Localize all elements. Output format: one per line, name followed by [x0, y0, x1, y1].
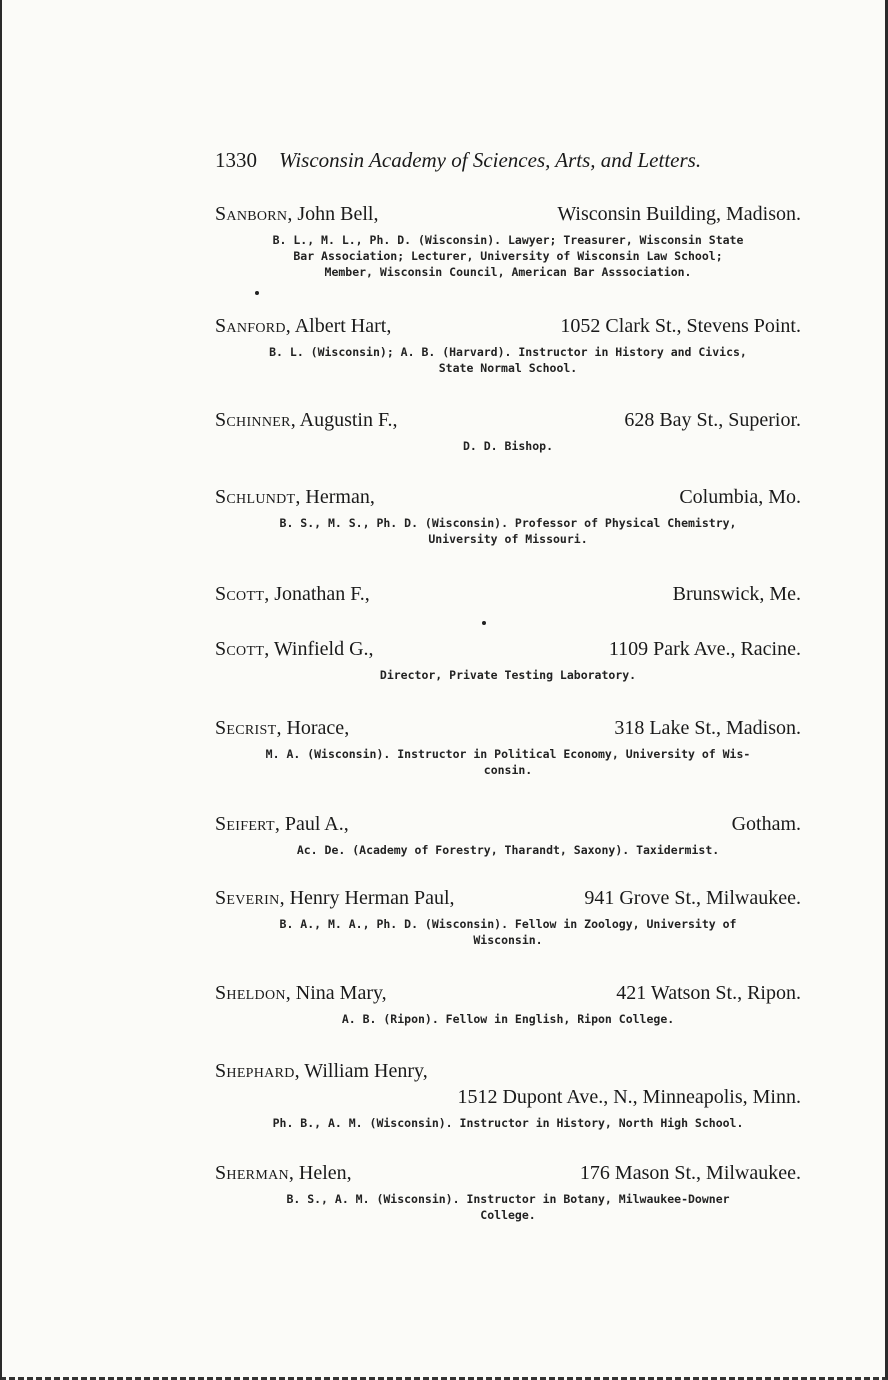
description-line: B. A., M. A., Ph. D. (Wisconsin). Fellow in Zoology, University of	[279, 917, 737, 931]
description-line: D. D. Bishop.	[462, 439, 553, 453]
member-surname: Sherman	[215, 1162, 289, 1184]
description-line: consin.	[483, 763, 533, 777]
member-address: 1052 Clark St., Stevens Point.	[560, 315, 801, 337]
member-surname: Scott	[215, 583, 265, 605]
description-line: Ph. B., A. M. (Wisconsin). Instructor in History, North High School.	[272, 1116, 744, 1130]
entry-heading	[215, 201, 801, 227]
member-surname: Sanborn	[215, 203, 288, 225]
print-speck	[482, 621, 486, 625]
description-line: Member, Wisconsin Council, American Bar Asssociation.	[324, 265, 692, 279]
member-address: Brunswick, Me.	[672, 583, 801, 605]
entry-heading	[215, 581, 801, 607]
description-line: Bar Association; Lecturer, University of Wisconsin Law School;	[293, 249, 723, 263]
member-address: 421 Watson St., Ripon.	[616, 982, 801, 1004]
member-surname: Severin	[215, 887, 280, 909]
entry-heading	[215, 484, 801, 510]
description-line: Wisconsin.	[473, 933, 543, 947]
member-entry	[215, 636, 801, 683]
member-entry	[215, 715, 801, 778]
member-entry	[215, 484, 801, 547]
member-address: 941 Grove St., Milwaukee.	[584, 887, 801, 909]
member-description	[215, 916, 801, 948]
member-given-name: , Augustin F.,	[290, 409, 398, 431]
member-surname: Scott	[215, 638, 265, 660]
member-name	[215, 636, 374, 662]
member-description	[215, 438, 801, 454]
description-line: University of Missouri.	[428, 532, 588, 546]
member-description	[215, 842, 801, 858]
member-description	[215, 746, 801, 778]
member-given-name: , William Henry,	[294, 1060, 428, 1082]
member-entry	[215, 1058, 801, 1131]
member-surname: Shephard	[215, 1060, 295, 1082]
member-surname: Sheldon	[215, 982, 286, 1004]
description-line: B. L. (Wisconsin); A. B. (Harvard). Instructor in History and Civics,	[269, 345, 747, 359]
description-line: Ac. De. (Academy of Forestry, Tharandt, Saxony). Taxidermist.	[296, 843, 720, 857]
member-description	[215, 1011, 801, 1027]
member-name	[215, 1058, 428, 1084]
member-entry	[215, 1160, 801, 1223]
member-description	[215, 1191, 801, 1223]
entry-heading	[215, 313, 801, 339]
page-number: 1330	[215, 148, 257, 172]
entry-heading	[215, 811, 801, 837]
member-address: Columbia, Mo.	[679, 486, 801, 508]
member-given-name: , Helen,	[288, 1162, 352, 1184]
description-line: A. B. (Ripon). Fellow in English, Ripon College.	[341, 1012, 675, 1026]
entry-heading	[215, 715, 801, 741]
member-given-name: , Herman,	[295, 486, 375, 508]
entry-heading	[215, 885, 801, 911]
member-description	[215, 1115, 801, 1131]
member-given-name: , Winfield G.,	[264, 638, 374, 660]
member-entry	[215, 980, 801, 1027]
description-line: B. S., M. S., Ph. D. (Wisconsin). Professor of Physical Chemistry,	[279, 516, 737, 530]
member-address: Wisconsin Building, Madison.	[557, 203, 801, 225]
member-surname: Sanford	[215, 315, 286, 337]
entry-heading	[215, 1058, 801, 1084]
print-speck	[255, 291, 259, 295]
member-name	[215, 1160, 352, 1186]
entry-heading	[215, 980, 801, 1006]
member-name	[215, 885, 455, 911]
entry-address-line	[215, 1084, 801, 1110]
member-entry	[215, 581, 801, 607]
member-entry	[215, 885, 801, 948]
member-name	[215, 980, 387, 1006]
member-surname: Schlundt	[215, 486, 296, 508]
member-given-name: , Paul A.,	[274, 813, 349, 835]
member-entry	[215, 313, 801, 376]
member-description	[215, 515, 801, 547]
entry-heading	[215, 407, 801, 433]
member-description	[215, 232, 801, 280]
description-line: Director, Private Testing Laboratory.	[379, 668, 637, 682]
member-given-name: , Nina Mary,	[285, 982, 387, 1004]
member-given-name: , Horace,	[276, 717, 350, 739]
member-name	[215, 811, 349, 837]
member-name	[215, 715, 349, 741]
page-header	[215, 148, 805, 173]
description-line: State Normal School.	[438, 361, 578, 375]
member-surname: Secrist	[215, 717, 277, 739]
member-entry	[215, 201, 801, 280]
member-given-name: , Jonathan F.,	[264, 583, 370, 605]
journal-title: Wisconsin Academy of Sciences, Arts, and Letters.	[279, 148, 702, 172]
member-name	[215, 407, 398, 433]
entry-heading	[215, 636, 801, 662]
member-address: 318 Lake St., Madison.	[614, 717, 801, 739]
member-name	[215, 201, 378, 227]
member-address: 1512 Dupont Ave., N., Minneapolis, Minn.	[457, 1086, 801, 1108]
member-given-name: , Henry Herman Paul,	[279, 887, 455, 909]
member-entry	[215, 407, 801, 454]
member-name	[215, 581, 370, 607]
member-address: 1109 Park Ave., Racine.	[608, 638, 801, 660]
member-description	[215, 344, 801, 376]
member-description	[215, 667, 801, 683]
member-address: 628 Bay St., Superior.	[624, 409, 801, 431]
member-name	[215, 313, 391, 339]
description-line: M. A. (Wisconsin). Instructor in Political Economy, University of Wis-	[265, 747, 751, 761]
description-line: College.	[480, 1208, 536, 1222]
member-address: Gotham.	[731, 813, 801, 835]
description-line: B. S., A. M. (Wisconsin). Instructor in Botany, Milwaukee-Downer	[286, 1192, 730, 1206]
member-given-name: , Albert Hart,	[285, 315, 392, 337]
member-given-name: , John Bell,	[287, 203, 379, 225]
description-line: B. L., M. L., Ph. D. (Wisconsin). Lawyer; Treasurer, Wisconsin State	[272, 233, 744, 247]
member-surname: Schinner	[215, 409, 291, 431]
member-address: 176 Mason St., Milwaukee.	[579, 1162, 801, 1184]
member-surname: Seifert	[215, 813, 275, 835]
member-entry	[215, 811, 801, 858]
member-name	[215, 484, 375, 510]
entry-heading	[215, 1160, 801, 1186]
